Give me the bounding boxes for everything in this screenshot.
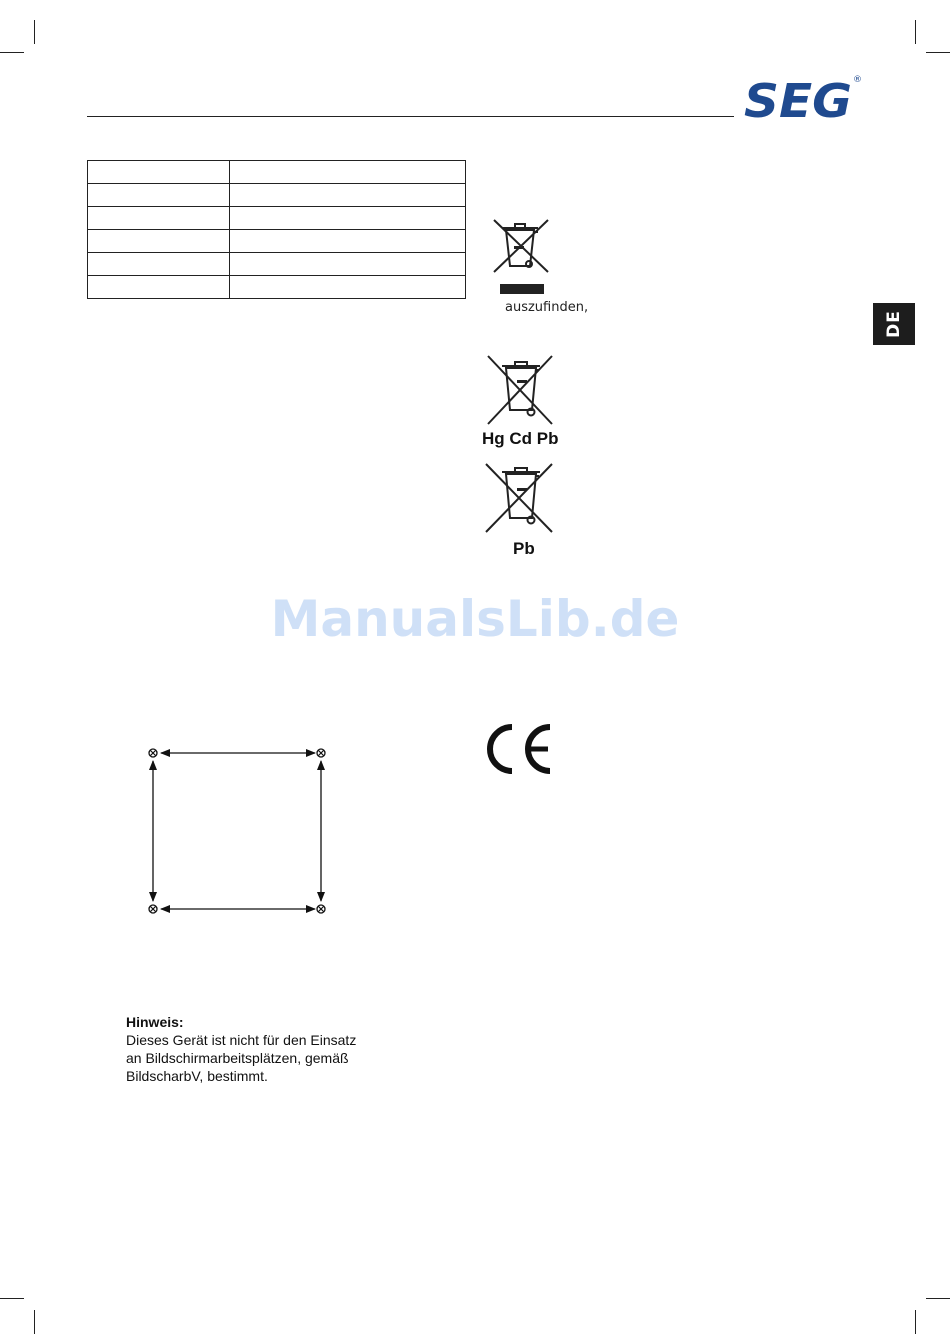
mounting-diagram	[140, 740, 336, 922]
crop-mark	[915, 1310, 916, 1334]
note-line: BildscharbV, bestimmt.	[126, 1068, 268, 1084]
language-tab-label: DE	[883, 310, 904, 338]
battery-label-1: Hg Cd Pb	[482, 429, 559, 448]
crop-mark	[34, 20, 35, 44]
crop-mark	[34, 1310, 35, 1334]
note-title: Hinweis:	[126, 1014, 184, 1030]
battery-bin-icon	[484, 460, 556, 536]
crop-mark	[915, 20, 916, 44]
crop-mark	[0, 52, 24, 53]
table-row	[88, 276, 466, 299]
table-row	[88, 184, 466, 207]
note-block	[126, 1013, 356, 1085]
disposal-caption: auszufinden,	[505, 300, 589, 315]
crop-mark	[926, 52, 950, 53]
crop-mark	[926, 1298, 950, 1299]
table-row	[88, 161, 466, 184]
registered-mark: ®	[853, 75, 862, 85]
battery-bin-icon	[484, 354, 556, 428]
crop-mark	[0, 1298, 24, 1299]
ce-mark-icon	[482, 722, 556, 776]
note-line: Dieses Gerät ist nicht für den Einsatz	[126, 1032, 357, 1048]
seg-logo	[744, 72, 866, 122]
table-row	[88, 253, 466, 276]
battery-label-2: Pb	[513, 539, 535, 558]
table-row	[88, 230, 466, 253]
watermark: ManualsLib.de	[270, 590, 680, 648]
table-row	[88, 207, 466, 230]
specification-table	[87, 160, 466, 299]
header-rule	[87, 116, 734, 117]
language-tab	[873, 303, 915, 345]
weee-bin-icon	[490, 216, 554, 298]
note-line: an Bildschirmarbeitsplätzen, gemäß	[126, 1050, 349, 1066]
screw-hole-icon	[149, 749, 325, 913]
logo-text: SEG	[744, 74, 852, 122]
